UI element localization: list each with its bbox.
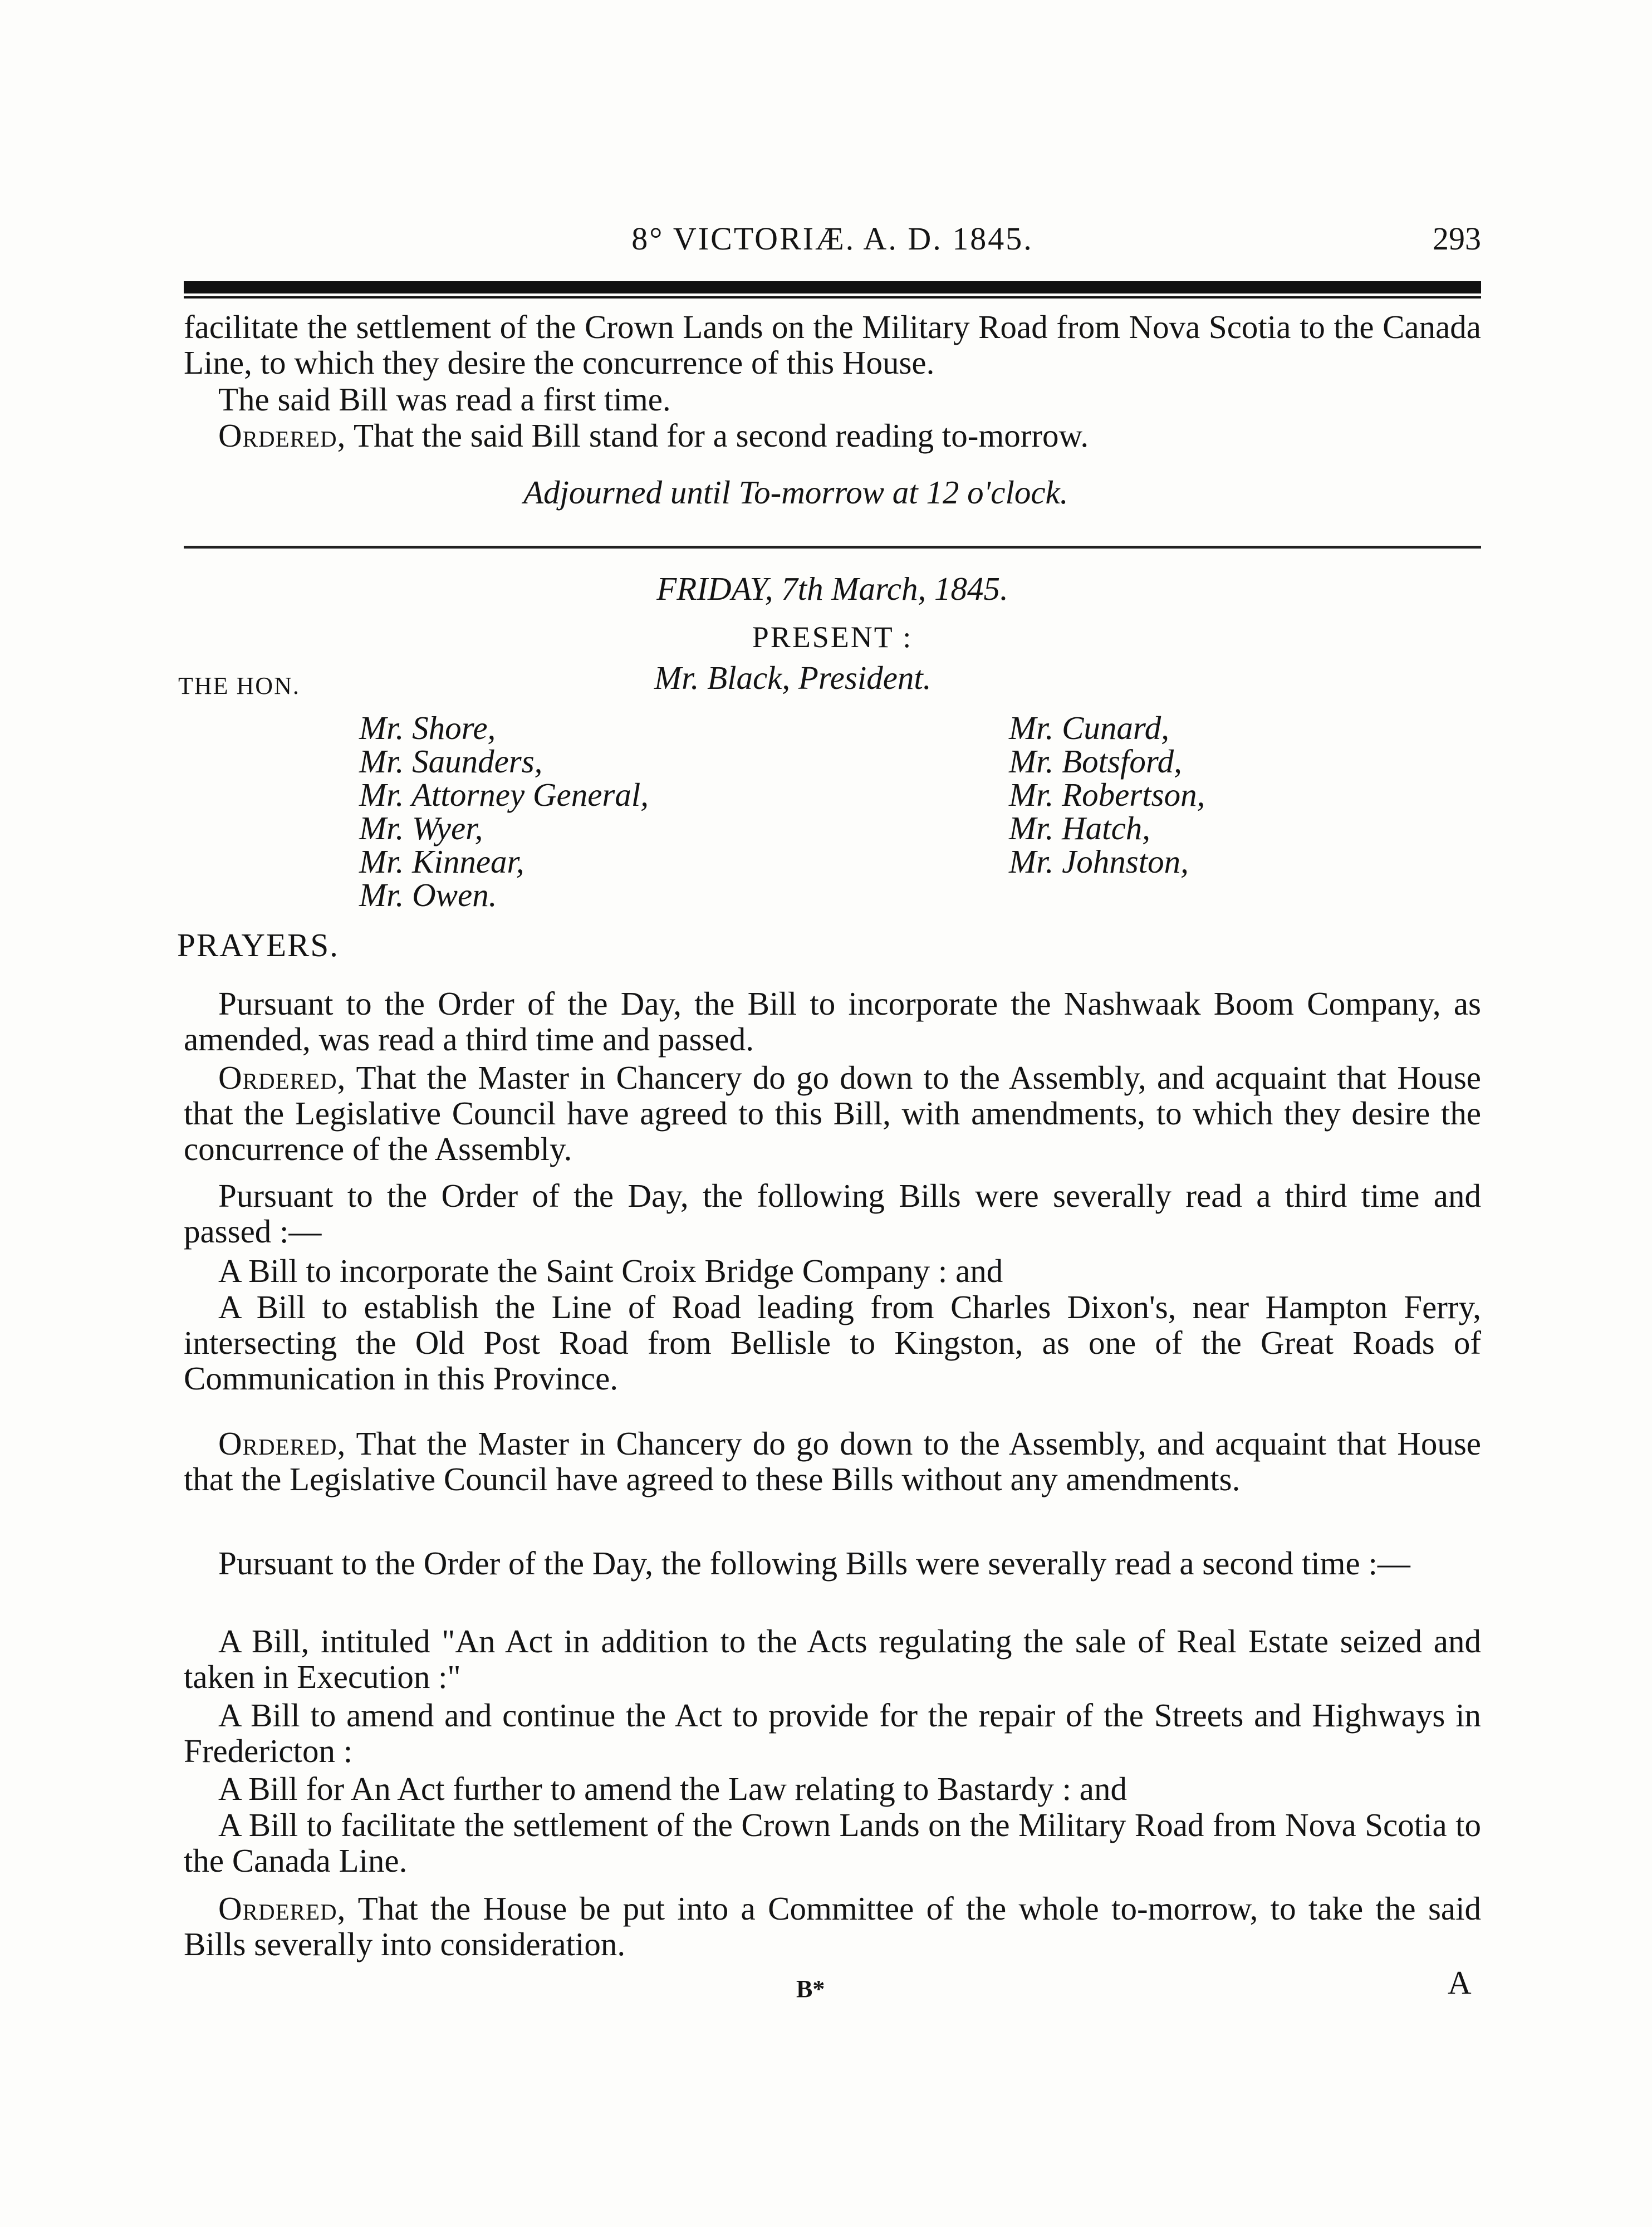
proceeding-paragraph — [184, 1426, 1481, 1497]
bill-item: A Bill to establish the Line of Road leading from Charles Dixon's, near Hampton Ferry, intersecting the Old Post Road from Bellisle to Kingston, as one of the Great Roads of Communication in this Province. — [184, 1289, 1481, 1397]
ordered-label: Ordered, — [218, 1059, 346, 1096]
catchword: A — [1448, 1964, 1472, 2001]
section-rule — [184, 546, 1481, 549]
header-rule-thin — [184, 296, 1481, 298]
adjourned-line: Adjourned until To-morrow at 12 o'clock. — [523, 474, 1068, 511]
member-left: Mr. Kinnear, — [359, 843, 524, 880]
member-right: Mr. Botsford, — [1009, 743, 1182, 780]
bill-item: A Bill, intituled "An Act in addition to the Acts regulating the sale of Real Estate seized and taken in Execution :" — [184, 1623, 1481, 1695]
member-left: Mr. Saunders, — [359, 743, 543, 780]
ordered-label: Ordered, — [218, 417, 346, 454]
ordered-second-reading — [184, 418, 1481, 453]
session-date: FRIDAY, 7th March, 1845. — [656, 570, 1008, 607]
continuation-text: facilitate the settlement of the Crown Lands on the Military Road from Nova Scotia to the Canada Line, to which they desire the concurrence of this House. — [184, 309, 1481, 381]
signature-mark: B* — [796, 1975, 825, 2003]
proceeding-paragraph: Pursuant to the Order of the Day, the following Bills were severally read a third time and passed :— — [184, 1177, 1481, 1250]
member-right: Mr. Robertson, — [1009, 776, 1205, 813]
header-rule-thick — [184, 281, 1481, 293]
proceeding-paragraph — [184, 1060, 1481, 1167]
member-right: Mr. Hatch, — [1009, 810, 1151, 846]
bill-item: A Bill to incorporate the Saint Croix Bridge Company : and — [218, 1252, 1003, 1289]
running-header — [184, 220, 1481, 265]
proceeding-paragraph: Pursuant to the Order of the Day, the Bill to incorporate the Nashwaak Boom Company, as amended, was read a third time and passed. — [184, 985, 1481, 1058]
bill-item: A Bill for An Act further to amend the Law relating to Bastardy : and — [218, 1770, 1127, 1807]
member-right: Mr. Cunard, — [1009, 709, 1169, 746]
ordered-text: That the Master in Chancery do go down to the Assembly, and acquaint that House that the Legislative Council have agreed to this Bill, with amendments, to which they desire the concurrence of the Assembly. — [184, 1059, 1481, 1167]
member-right: Mr. Johnston, — [1009, 843, 1189, 880]
ordered-text: That the Master in Chancery do go down to the Assembly, and acquaint that House that the Legislative Council have agreed to these Bills without any amendments. — [184, 1425, 1481, 1497]
bill-item: A Bill to amend and continue the Act to provide for the repair of the Streets and Highways in Fredericton : — [184, 1697, 1481, 1769]
ordered-text: That the said Bill stand for a second reading to-morrow. — [354, 417, 1089, 454]
page-number: 293 — [1433, 221, 1481, 257]
proceeding-paragraph: Pursuant to the Order of the Day, the following Bills were severally read a second time :— — [218, 1545, 1410, 1582]
present-heading: PRESENT : — [752, 620, 913, 654]
ordered-label: Ordered, — [218, 1890, 346, 1927]
president-line: Mr. Black, President. — [654, 659, 932, 696]
prayers-heading: PRAYERS. — [177, 927, 339, 963]
header-title: 8° VICTORIÆ. A. D. 1845. — [631, 221, 1033, 257]
member-left: Mr. Attorney General, — [359, 776, 649, 813]
member-left: Mr. Wyer, — [359, 810, 483, 846]
member-left: Mr. Owen. — [359, 877, 497, 913]
bill-item: A Bill to facilitate the settlement of the Crown Lands on the Military Road from Nova Scotia to the Canada Line. — [184, 1807, 1481, 1879]
proceeding-paragraph — [184, 1891, 1481, 1962]
ordered-label: Ordered, — [218, 1425, 346, 1462]
first-reading-line: The said Bill was read a first time. — [218, 381, 671, 418]
ordered-text: That the House be put into a Committee of the whole to-morrow, to take the said Bills severally into consideration. — [184, 1890, 1482, 1962]
the-hon-label: THE HON. — [178, 672, 300, 699]
member-left: Mr. Shore, — [359, 709, 496, 746]
